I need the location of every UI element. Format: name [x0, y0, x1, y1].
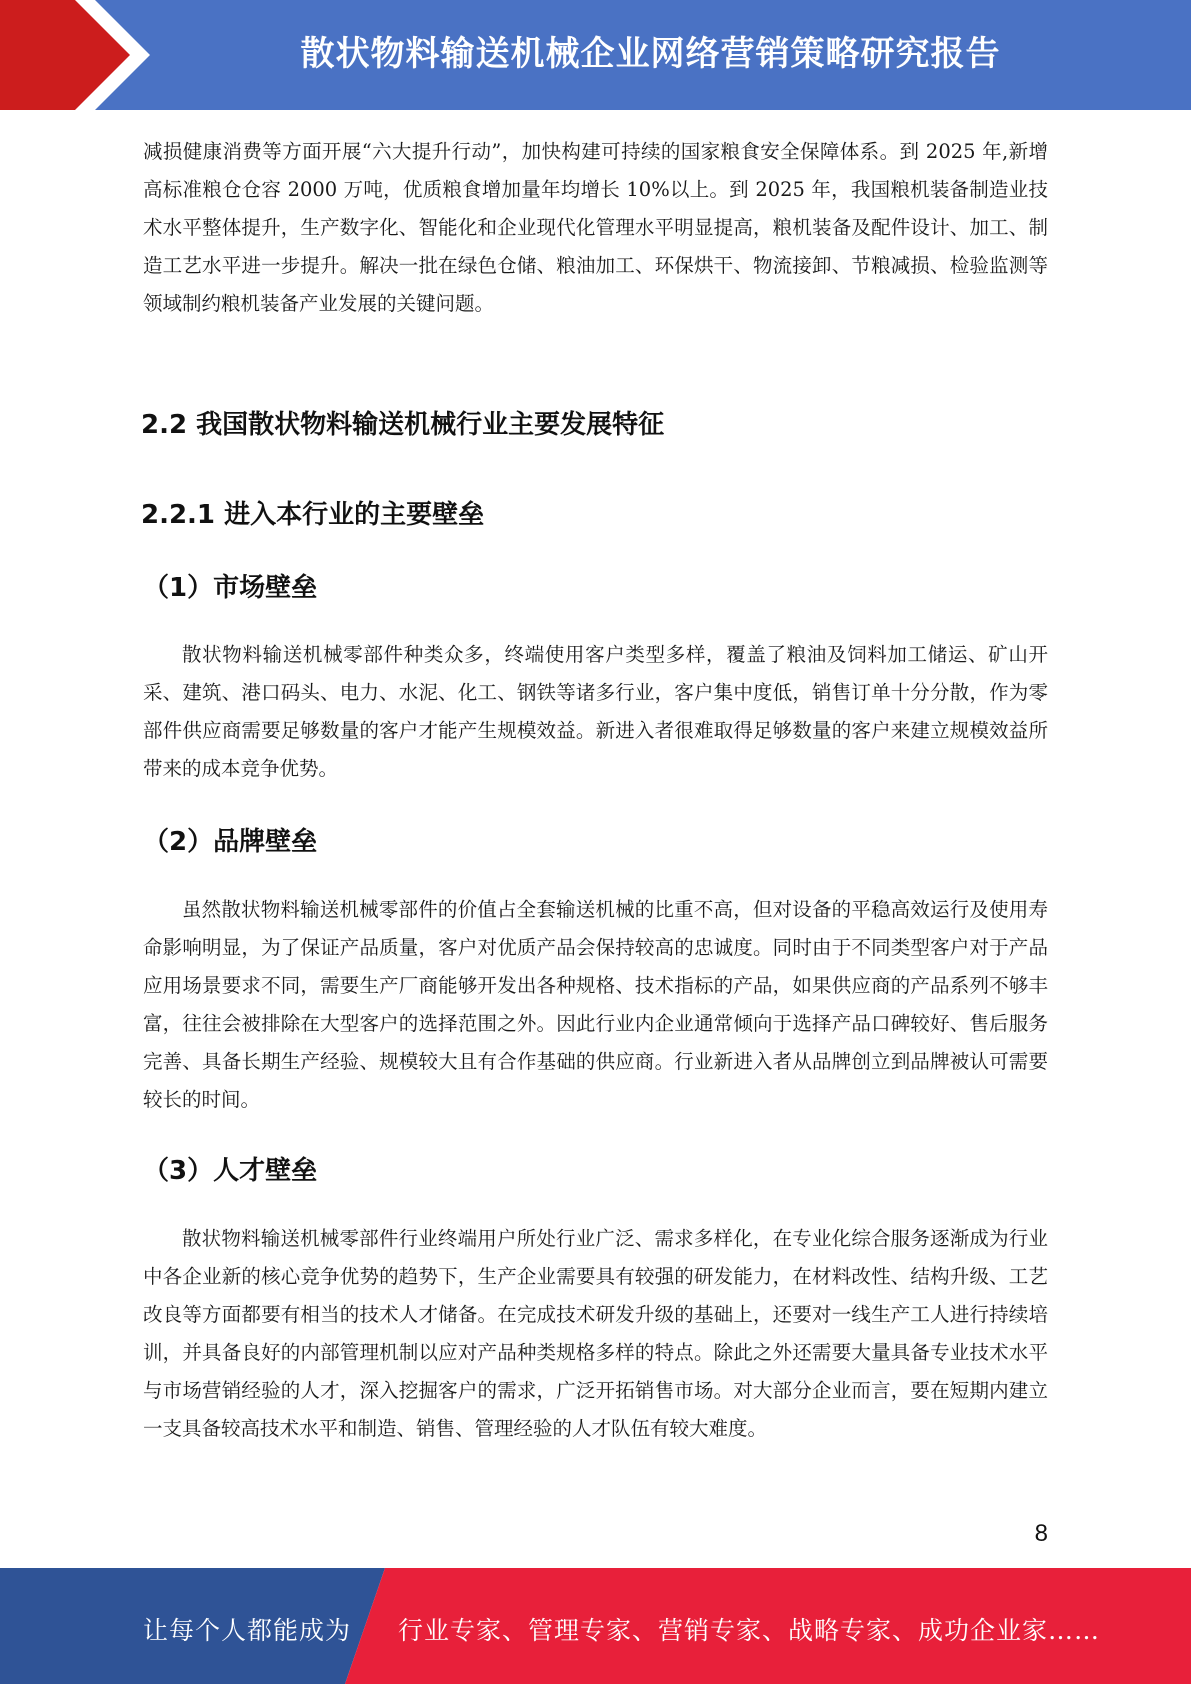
- footer-band: [0, 1568, 1191, 1684]
- barrier-heading-talent: （3）人才壁垒: [143, 1156, 318, 1186]
- barrier-text-market: 散状物料输送机械零部件种类众多，终端使用客户类型多样，覆盖了粮油及饲料加工储运、矿山开采、建筑、港口码头、电力、水泥、化工、钢铁等诸多行业，客户集中度低，销售订单十分分散，作为零部件供应商需要足够数量的客户才能产生规模效益。新进入者很难取得足够数量的客户来建立规模效益所带来的成本竞争优势。: [143, 643, 1048, 780]
- barrier-text-block-brand: [143, 891, 1048, 1119]
- barrier-text-talent: 散状物料输送机械零部件行业终端用户所处行业广泛、需求多样化，在专业化综合服务逐渐成为行业中各企业新的核心竞争优势的趋势下，生产企业需要具有较强的研发能力，在材料改性、结构升级、工艺改良等方面都要有相当的技术人才储备。在完成技术研发升级的基础上，还要对一线生产工人进行持续培训，并具备良好的内部管理机制以应对产品种类规格多样的特点。除此之外还需要大量具备专业技术水平与市场营销经验的人才，深入挖掘客户的需求，广泛开拓销售市场。对大部分企业而言，要在短期内建立一支具备较高技术水平和制造、销售、管理经验的人才队伍有较大难度。: [143, 1227, 1048, 1440]
- footer-slogan-right: 行业专家、管理专家、营销专家、战略专家、成功企业家……: [398, 1616, 1101, 1645]
- header-band: [0, 0, 1191, 110]
- header-arrow-icon: [0, 0, 170, 110]
- intro-paragraph: 减损健康消费等方面开展“六大提升行动”，加快构建可持续的国家粮食安全保障体系。到 2025 年,新增高标准粮仓仓容 2000 万吨，优质粮食增加量年均增长 10%以上。到 2025 年，我国粮机装备制造业技术水平整体提升，生产数字化、智能化和企业现代化管理水平明显提高，粮机装备及配件设计、加工、制造工艺水平进一步提升。解决一批在绿色仓储、粮油加工、环保烘干、物流接卸、节粮减损、检验监测等领域制约粮机装备产业发展的关键问题。: [143, 140, 1048, 315]
- report-title: 散状物料输送机械企业网络营销策略研究报告: [300, 34, 1001, 74]
- barrier-heading-market: （1）市场壁垒: [143, 573, 318, 603]
- subsection-heading: 2.2.1 进入本行业的主要壁垒: [141, 500, 485, 530]
- barrier-text-block-talent: [143, 1220, 1048, 1448]
- section-heading: 2.2 我国散状物料输送机械行业主要发展特征: [141, 410, 665, 440]
- barrier-heading-brand: （2）品牌壁垒: [143, 827, 318, 857]
- barrier-text-block-market: [143, 636, 1048, 788]
- page-number: 8: [1034, 1520, 1048, 1547]
- footer-slogan-left: 让每个人都能成为: [143, 1616, 352, 1645]
- barrier-text-brand: 虽然散状物料输送机械零部件的价值占全套输送机械的比重不高，但对设备的平稳高效运行及使用寿命影响明显，为了保证产品质量，客户对优质产品会保持较高的忠诚度。同时由于不同类型客户对于产品应用场景要求不同，需要生产厂商能够开发出各种规格、技术指标的产品，如果供应商的产品系列不够丰富，往往会被排除在大型客户的选择范围之外。因此行业内企业通常倾向于选择产品口碑较好、售后服务完善、具备长期生产经验、规模较大且有合作基础的供应商。行业新进入者从品牌创立到品牌被认可需要较长的时间。: [143, 898, 1048, 1111]
- intro-block: [143, 133, 1048, 323]
